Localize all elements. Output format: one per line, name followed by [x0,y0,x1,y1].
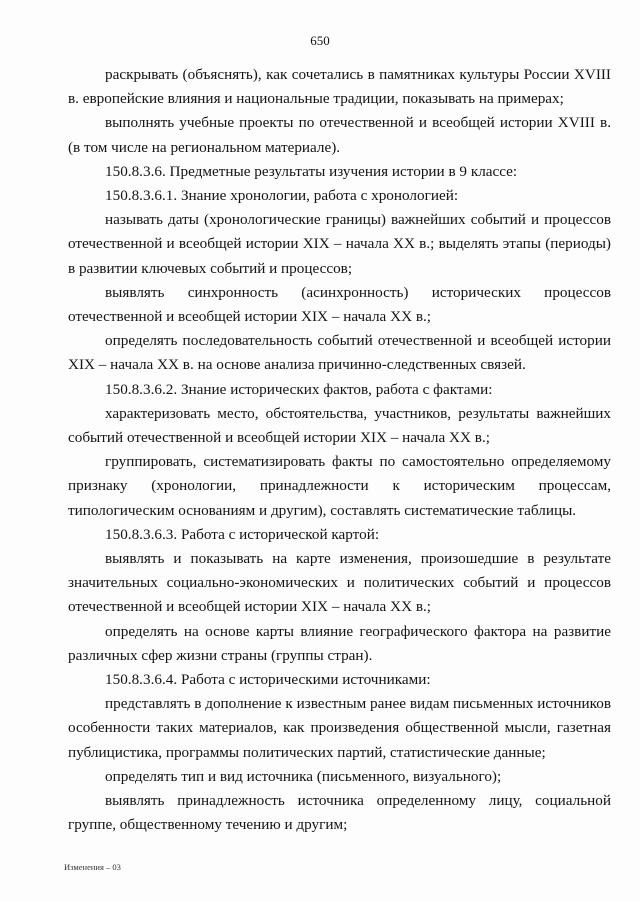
page-number: 650 [310,33,330,48]
paragraph: характеризовать место, обстоятельства, участников, результаты важнейших событий отечественной и всеобщей истории XIX – начала XX в.; [68,404,611,447]
paragraph: определять последовательность событий отечественной и всеобщей истории XIX – начала XX в. на основе анализа причинно-следственных связей. [68,332,611,374]
paragraph: выявлять принадлежность источника определенному лицу, социальной группе, общественному течению и другим; [68,792,611,834]
paragraph: группировать, систематизировать факты по самостоятельно определяемому признаку (хронологии, принадлежности к историческим процессам, типологическим основаниям и другим), составлять систематические таблицы. [68,453,611,519]
section-heading: 150.8.3.6. Предметные результаты изучения истории в 9 классе: [105,162,518,180]
subsection-heading: 150.8.3.6.4. Работа с историческими источниками: [105,671,431,689]
paragraph: раскрывать (объяснять), как сочетались в памятниках культуры России XVIII в. европейские влияния и национальные традиции, показывать на примерах; [68,66,611,108]
paragraph: выявлять синхронность (асинхронность) исторических процессов отечественной и всеобщей истории XIX – начала XX в.; [68,283,611,326]
subsection-heading: 150.8.3.6.1. Знание хронологии, работа с хронологией: [105,187,459,205]
footer-revision-note: Изменения – 03 [64,862,121,872]
subsection-heading: 150.8.3.6.3. Работа с исторической картой: [105,525,380,543]
paragraph: называть даты (хронологические границы) важнейших событий и процессов отечественной и всеобщей истории XIX – начала XX в.; выделять этапы (периоды) в развитии ключевых событий и процессов; [68,211,611,277]
subsection-heading: 150.8.3.6.2. Знание исторических фактов, работа с фактами: [105,380,493,398]
paragraph: определять тип и вид источника (письменного, визуального); [105,767,502,785]
document-body [68,63,611,838]
paragraph: определять на основе карты влияние географического фактора на развитие различных сфер жизни страны (группы стран). [68,622,611,664]
paragraph: представлять в дополнение к известным ранее видам письменных источников особенности таких материалов, как произведения общественной мысли, газетная публицистика, программы политических партий, статистические данные; [68,695,611,761]
paragraph: выявлять и показывать на карте изменения, произошедшие в результате значительных социально-экономических и политических событий и процессов отечественной и всеобщей истории XIX – начала XX в.; [68,550,611,616]
paragraph: выполнять учебные проекты по отечественной и всеобщей истории XVIII в. (в том числе на региональном материале). [68,114,611,156]
